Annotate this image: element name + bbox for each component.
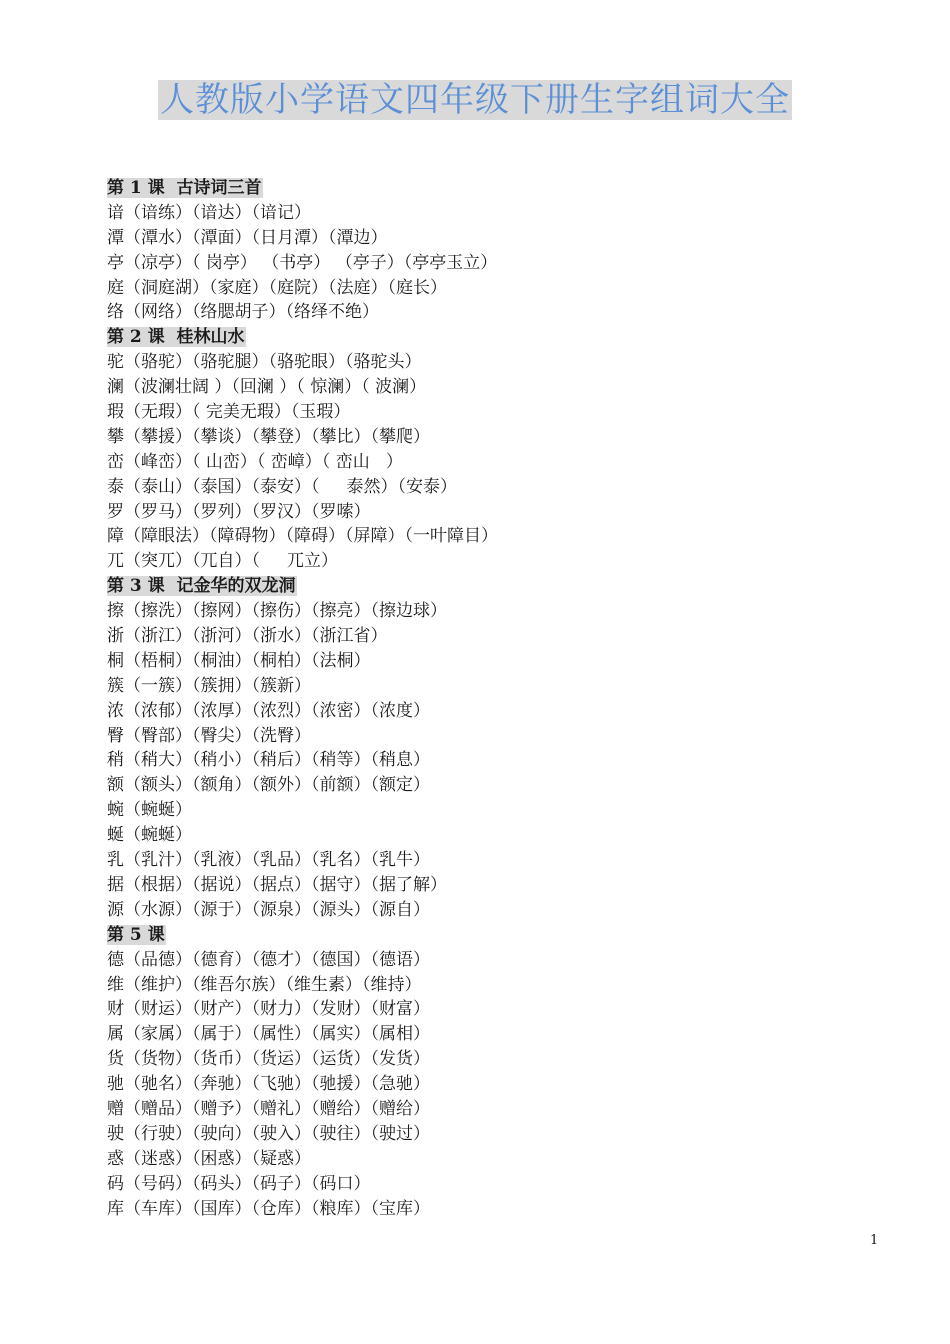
word-entry: 赠（赠品）（赠予）（赠礼）（赠给）（赠给） — [107, 1098, 430, 1119]
word-entry: 维（维护）（维吾尔族）（维生素）（维持） — [107, 974, 422, 995]
word-entry: 瑕（无瑕）（ 完美无瑕）（玉瑕） — [107, 402, 351, 423]
word-entry: 簇（一簇）（簇拥）（簇新） — [107, 675, 311, 696]
word-entry: 源（水源）（源于）（源泉）（源头）（源自） — [107, 899, 430, 920]
word-entry: 蜿（蜿蜒） — [107, 800, 192, 821]
word-entry: 稍（稍大）（稍小）（稍后）（稍等）（稍息） — [107, 750, 430, 771]
word-entry: 据（根据）（据说）（据点）（据守）（据了解） — [107, 874, 447, 895]
word-entry: 桐（梧桐）（桐油）（桐柏）（法桐） — [107, 650, 371, 671]
word-entry: 庭（洞庭湖）（家庭）（庭院）（法庭）（庭长） — [107, 277, 447, 298]
word-entry: 亭（凉亭）（ 岗亭） （书亭） （亭子）（亭亭玉立） — [107, 252, 498, 273]
word-entry: 额（额头）（额角）（额外）（前额）（额定） — [107, 775, 430, 796]
word-entry: 蜒（蜿蜒） — [107, 825, 192, 846]
word-entry: 障（障眼法）（障碍物）（障碍）（屏障）（一叶障目） — [107, 526, 498, 547]
word-entry: 库（车库）（国库）（仓库）（粮库）（宝库） — [107, 1198, 430, 1219]
page-title — [0, 80, 950, 120]
word-entry: 峦（峰峦）（ 山峦）（ 峦嶂）（ 峦山 ） — [107, 451, 403, 472]
word-entry: 乳（乳汁）（乳液）（乳品）（乳名）（乳牛） — [107, 850, 430, 871]
word-entry: 泰（泰山）（泰国）（泰安）（ 泰然）（安泰） — [107, 476, 458, 497]
word-entry: 罗（罗马）（罗列）（罗汉）（罗嗦） — [107, 501, 371, 522]
word-entry: 攀（攀援）（攀谈）（攀登）（攀比）（攀爬） — [107, 426, 430, 447]
page-title-text: 人教版小学语文四年级下册生字组词大全 — [160, 80, 790, 120]
word-entry: 财（财运）（财产）（财力）（发财）（财富） — [107, 999, 430, 1020]
word-entry: 德（品德）（德育）（德才）（德国）（德语） — [107, 949, 430, 970]
word-entry: 惑（迷惑）（困惑）（疑惑） — [107, 1148, 311, 1169]
word-entry: 驶（行驶）（驶向）（驶入）（驶往）（驶过） — [107, 1123, 430, 1144]
word-entry: 浙（浙江）（浙河）（浙水）（浙江省） — [107, 626, 388, 647]
word-entry: 臀（臀部）（臀尖）（洗臀） — [107, 725, 311, 746]
lesson-heading: 第 1 课 古诗词三首 — [107, 178, 262, 198]
word-entry: 兀（突兀）（兀自）（ 兀立） — [107, 551, 339, 572]
word-entry: 谙（谙练）（谙达）（谙记） — [107, 202, 311, 223]
word-entry: 擦（擦洗）（擦网）（擦伤）（擦亮）（擦边球） — [107, 601, 447, 622]
word-entry: 驼（骆驼）（骆驼腿）（骆驼眼）（骆驼头） — [107, 352, 422, 373]
vocabulary-list — [107, 176, 867, 1221]
lesson-heading: 第 5 课 — [107, 924, 165, 945]
word-entry: 属（家属）（属于）（属性）（属实）（属相） — [107, 1024, 430, 1045]
word-entry: 络（网络）（络腮胡子）（络绎不绝） — [107, 302, 379, 323]
word-entry: 澜（波澜壮阔 ）（回澜 ）（ 惊澜）（ 波澜） — [107, 377, 427, 398]
page-number: 1 — [870, 1233, 879, 1248]
word-entry: 货（货物）（货币）（货运）（运货）（发货） — [107, 1049, 430, 1070]
lesson-heading: 第 2 课 桂林山水 — [107, 327, 245, 348]
word-entry: 浓（浓郁）（浓厚）（浓烈）（浓密）（浓度） — [107, 700, 430, 721]
word-entry: 驰（驰名）（奔驰）（飞驰）（驰援）（急驰） — [107, 1074, 430, 1095]
lesson-heading: 第 3 课 记金华的双龙洞 — [107, 576, 296, 597]
word-entry: 潭（潭水）（潭面）（日月潭）（潭边） — [107, 227, 388, 248]
word-entry: 码（号码）（码头）（码子）（码口） — [107, 1173, 371, 1194]
